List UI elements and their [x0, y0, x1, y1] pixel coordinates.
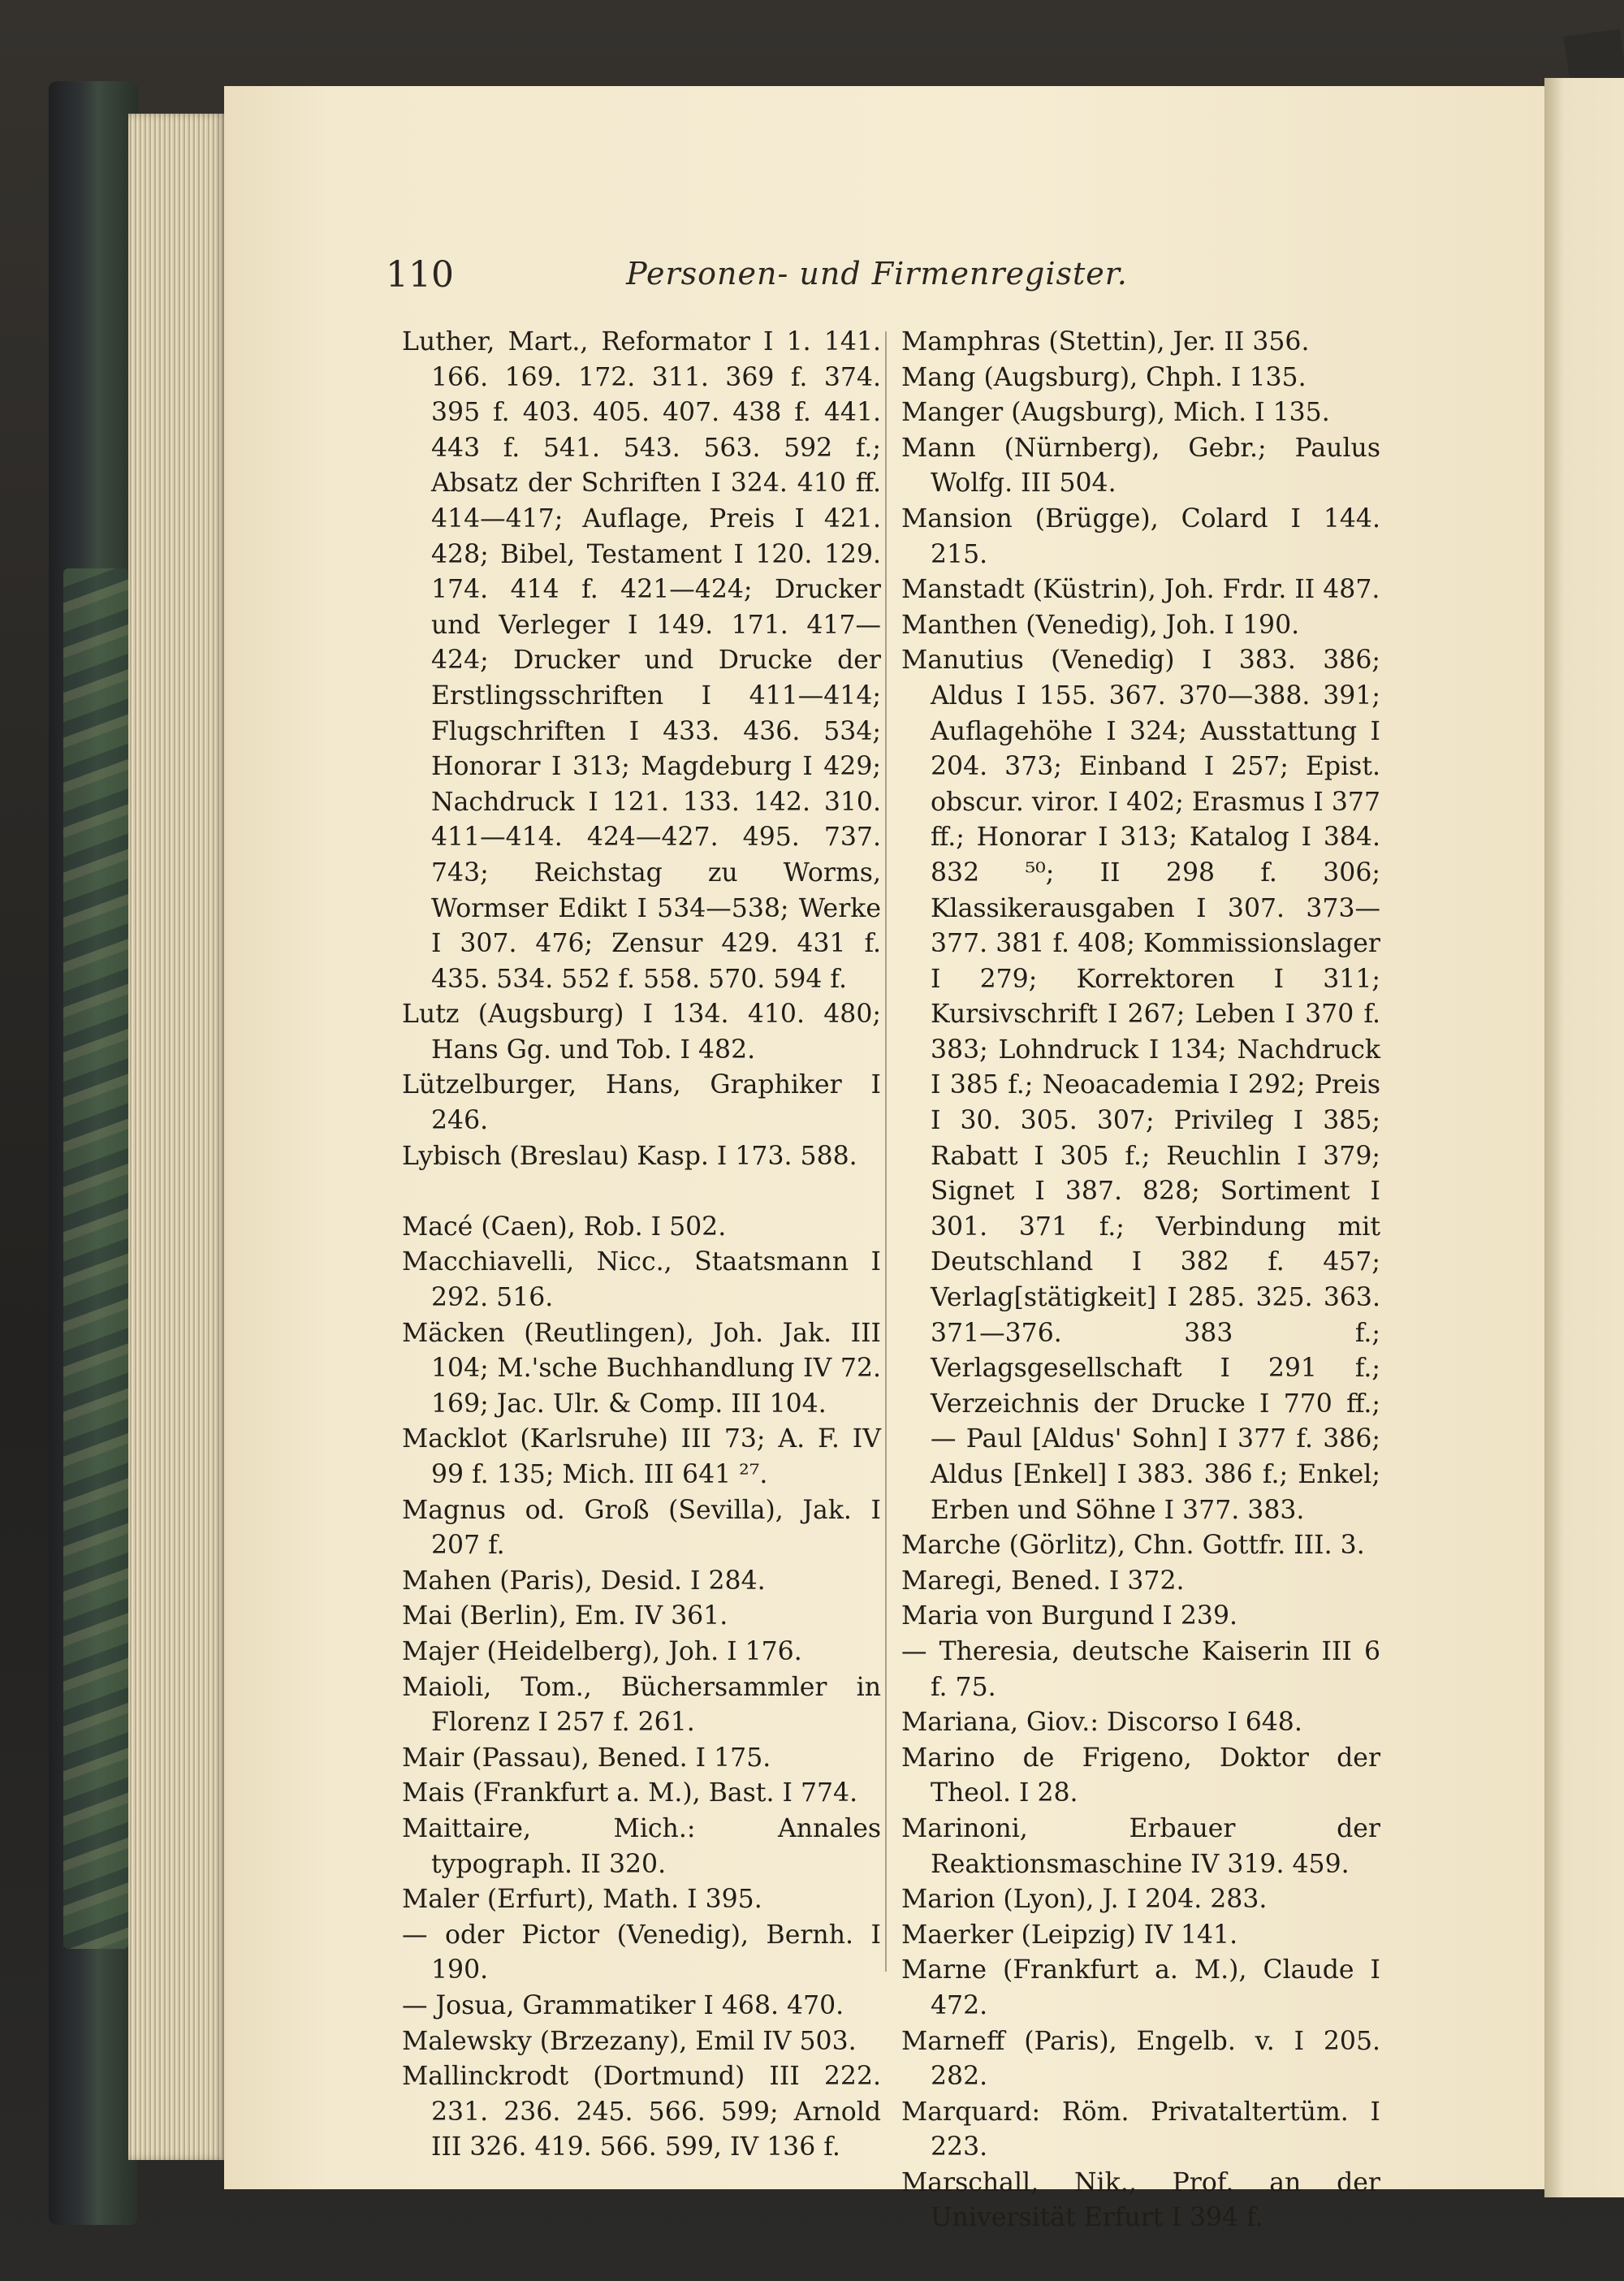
index-entry: Mai (Berlin), Em. IV 361.	[402, 1601, 728, 1631]
index-entry: Marneff (Paris), Engelb. v. I 205. 282.	[901, 2026, 1380, 2092]
index-entry: Majer (Heidelberg), Joh. I 176.	[402, 1636, 802, 1666]
index-entry: Macchiavelli, Nicc., Staatsmann I 292. 516.	[402, 1247, 881, 1313]
index-entry: — Josua, Grammatiker I 468. 470.	[402, 1990, 844, 2020]
index-entry: Maler (Erfurt), Math. I 395.	[402, 1885, 762, 1915]
index-entry: Marinoni, Erbauer der Reaktionsmaschine IV 319. 459.	[901, 1813, 1380, 1879]
index-entry: Maioli, Tom., Büchersammler in Florenz I 257 f. 261.	[402, 1672, 881, 1738]
index-entry: Mais (Frankfurt a. M.), Bast. I 774.	[402, 1778, 858, 1808]
index-entry: Macé (Caen), Rob. I 502.	[402, 1212, 727, 1242]
marbled-cover	[63, 568, 128, 1949]
right-column	[901, 325, 1380, 2236]
index-entry: — Theresia, deutsche Kaiserin III 6 f. 75.	[901, 1636, 1380, 1702]
column-divider	[885, 331, 887, 1972]
index-entry: Mair (Passau), Bened. I 175.	[402, 1743, 771, 1773]
index-entry: Mann (Nürnberg), Gebr.; Paulus Wolfg. III 504.	[901, 433, 1380, 499]
section-gap	[402, 1174, 881, 1210]
index-entry: Manger (Augsburg), Mich. I 135.	[901, 398, 1330, 428]
index-entry: Maerker (Leipzig) IV 141.	[901, 1920, 1238, 1950]
index-entry: Marschall, Nik., Prof. an der Universität Erfurt I 394 f.	[901, 2167, 1380, 2233]
index-entry: Marion (Lyon), J. I 204. 283.	[901, 1885, 1268, 1915]
index-entry: Mang (Augsburg), Chph. I 135.	[901, 362, 1307, 392]
index-entry: Marche (Görlitz), Chn. Gottfr. III. 3.	[901, 1531, 1365, 1561]
left-column	[402, 325, 881, 2166]
page-number: 110	[386, 254, 454, 296]
index-entry: Mahen (Paris), Desid. I 284.	[402, 1566, 766, 1596]
index-entry: Mamphras (Stettin), Jer. II 356.	[901, 327, 1310, 356]
index-entry: Luther, Mart., Reformator I 1. 141. 166. 169. 172. 311. 369 f. 374. 395 f. 403. 405. 407. 438 f. 441. 443 f. 541. 543. 563. 592 f.; Absatz der Schriften I 324. 410 ff. 414—417; Auflage, Preis I 421. 428; Bibel, Testament I 120. 129. 174. 414 f. 421—424; Drucker und Verleger I 149. 171. 417—424; Drucker und Drucke der Erstlingsschriften I 411—414; Flugschriften I 433. 436. 534; Honorar I 313; Magdeburg I 429; Nachdruck I 121. 133. 142. 310. 411—414. 424—427. 495. 737. 743; Reichstag zu Worms, Wormser Edikt I 534—538; Werke I 307. 476; Zensur 429. 431 f. 435. 534. 552 f. 558. 570. 594 f.	[402, 327, 881, 994]
page-edges	[128, 114, 226, 2160]
index-entry: Magnus od. Groß (Sevilla), Jak. I 207 f.	[402, 1495, 881, 1561]
index-entry: Maria von Burgund I 239.	[901, 1601, 1238, 1631]
index-entry: Mäcken (Reutlingen), Joh. Jak. III 104; M.'sche Buchhandlung IV 72. 169; Jac. Ulr. & Comp. III 104.	[402, 1318, 881, 1419]
index-entry: Macklot (Karlsruhe) III 73; A. F. IV 99 f. 135; Mich. III 641 ²⁷.	[402, 1424, 881, 1489]
index-entry: Manstadt (Küstrin), Joh. Frdr. II 487.	[901, 575, 1380, 605]
index-entry: Mariana, Giov.: Discorso I 648.	[901, 1708, 1302, 1738]
index-entry: Manutius (Venedig) I 383. 386; Aldus I 155. 367. 370—388. 391; Auflagehöhe I 324; Ausstattung I 204. 373; Einband I 257; Epist. obscur. viror. I 402; Erasmus I 377 ff.; Honorar I 313; Katalog I 384. 832 ⁵⁰; II 298 f. 306; Klassikerausgaben I 307. 373—377. 381 f. 408; Kommissionslager I 279; Korrektoren I 311; Kursivschrift I 267; Leben I 370 f. 383; Lohndruck I 134; Nachdruck I 385 f.; Neoacademia I 292; Preis I 30. 305. 307; Privileg I 385; Rabatt I 305 f.; Reuchlin I 379; Signet I 387. 828; Sortiment I 301. 371 f.; Verbindung mit Deutschland I 382 f. 457; Verlag[stätigkeit] I 285. 325. 363. 371—376. 383 f.; Verlagsgesellschaft I 291 f.; Verzeichnis der Drucke I 770 ff.; — Paul [Aldus' Sohn] I 377 f. 386; Aldus [Enkel] I 383. 386 f.; Enkel; Erben und Söhne I 377. 383.	[901, 646, 1380, 1525]
index-entry: Mansion (Brügge), Colard I 144. 215.	[901, 503, 1380, 569]
index-entry: Manthen (Venedig), Joh. I 190.	[901, 610, 1300, 640]
index-entry: Lutz (Augsburg) I 134. 410. 480; Hans Gg. und Tob. I 482.	[402, 1000, 881, 1065]
index-entry: Maregi, Bened. I 372.	[901, 1566, 1185, 1596]
index-entry: Maittaire, Mich.: Annales typograph. II 320.	[402, 1813, 881, 1879]
index-entry: — oder Pictor (Venedig), Bernh. I 190.	[402, 1920, 881, 1985]
index-entry: Marne (Frankfurt a. M.), Claude I 472.	[901, 1955, 1380, 2020]
index-entry: Mallinckrodt (Dortmund) III 222. 231. 236. 245. 566. 599; Arnold III 326. 419. 566. 599, IV 136 f.	[402, 2062, 881, 2162]
facing-page-edge	[1544, 78, 1624, 2197]
index-entry: Lybisch (Breslau) Kasp. I 173. 588.	[402, 1141, 857, 1171]
index-entry: Lützelburger, Hans, Graphiker I 246.	[402, 1070, 881, 1136]
index-entry: Marquard: Röm. Privataltertüm. I 223.	[901, 2097, 1380, 2162]
index-entry: Marino de Frigeno, Doktor der Theol. I 28.	[901, 1743, 1380, 1808]
index-entry: Malewsky (Brzezany), Emil IV 503.	[402, 2026, 857, 2056]
page-header	[386, 254, 1368, 303]
page-title: Personen- und Firmenregister.	[626, 256, 1128, 292]
